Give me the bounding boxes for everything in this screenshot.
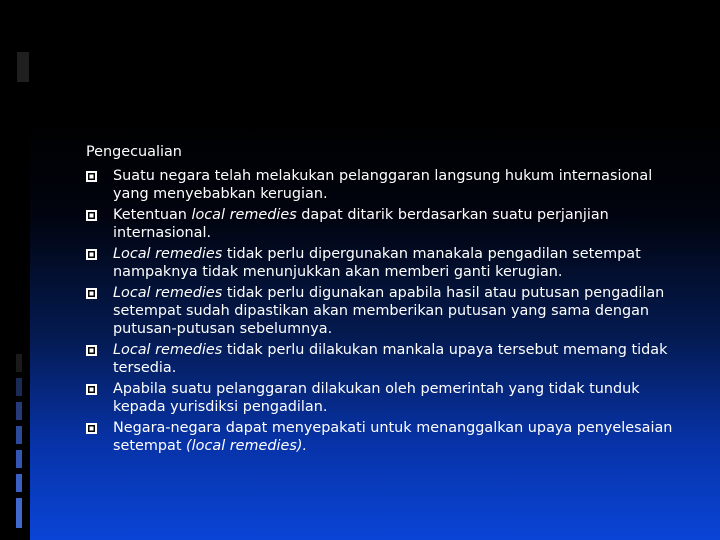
- bullet-item: [86, 380, 686, 416]
- bullet-text: tidak perlu dilakukan mankala upaya tersebut memang tidak tersedia.: [113, 342, 668, 376]
- square-bullet-icon: [86, 345, 97, 356]
- bullet-italic-text: local remedies: [191, 207, 297, 223]
- bullet-italic-text: Local remedies: [113, 246, 223, 262]
- decorative-block: [16, 498, 22, 528]
- bullet-item: [86, 206, 686, 242]
- bullet-text: Negara-negara dapat menyepakati untuk menanggalkan upaya penyelesaian setempat: [113, 420, 673, 454]
- bullet-italic-text: Local remedies: [113, 342, 223, 358]
- decorative-block: [16, 474, 22, 492]
- slide-content: [86, 143, 686, 458]
- bullet-italic-text: (local remedies).: [186, 438, 308, 454]
- decorative-block: [16, 378, 22, 396]
- square-bullet-icon: [86, 384, 97, 395]
- square-bullet-icon: [86, 249, 97, 260]
- decorative-block: [16, 402, 22, 420]
- bullet-text: Ketentuan: [113, 207, 192, 223]
- bullet-text: Apabila suatu pelanggaran dilakukan oleh pemerintah yang tidak tunduk kepada yurisdiksi pengadilan.: [113, 381, 640, 415]
- square-bullet-icon: [86, 210, 97, 221]
- bullet-item: [86, 245, 686, 281]
- bullet-text: tidak perlu dipergunakan manakala pengadilan setempat nampaknya tidak menunjukkan akan memberi ganti kerugian.: [113, 246, 641, 280]
- bullet-item: [86, 167, 686, 203]
- bullet-list: [86, 167, 686, 455]
- decorative-block: [16, 450, 22, 468]
- bullet-item: [86, 419, 686, 455]
- bullet-item: [86, 341, 686, 377]
- square-bullet-icon: [86, 171, 97, 182]
- bullet-text: tidak perlu digunakan apabila hasil atau putusan pengadilan setempat sudah dipastikan akan memberikan putusan yang sama dengan putusan-putusan sebelumnya.: [113, 285, 665, 337]
- square-bullet-icon: [86, 288, 97, 299]
- decorative-block: [16, 426, 22, 444]
- square-bullet-icon: [86, 423, 97, 434]
- bullet-text: Suatu negara telah melakukan pelanggaran langsung hukum internasional yang menyebabkan kerugian.: [113, 168, 653, 202]
- bullet-text: dapat ditarik berdasarkan suatu perjanjian internasional.: [113, 207, 609, 241]
- title-accent-bar: [17, 52, 29, 82]
- bullet-italic-text: Local remedies: [113, 285, 223, 301]
- decorative-block: [16, 354, 22, 372]
- bullet-item: [86, 284, 686, 338]
- slide-heading: Pengecualian: [86, 144, 182, 160]
